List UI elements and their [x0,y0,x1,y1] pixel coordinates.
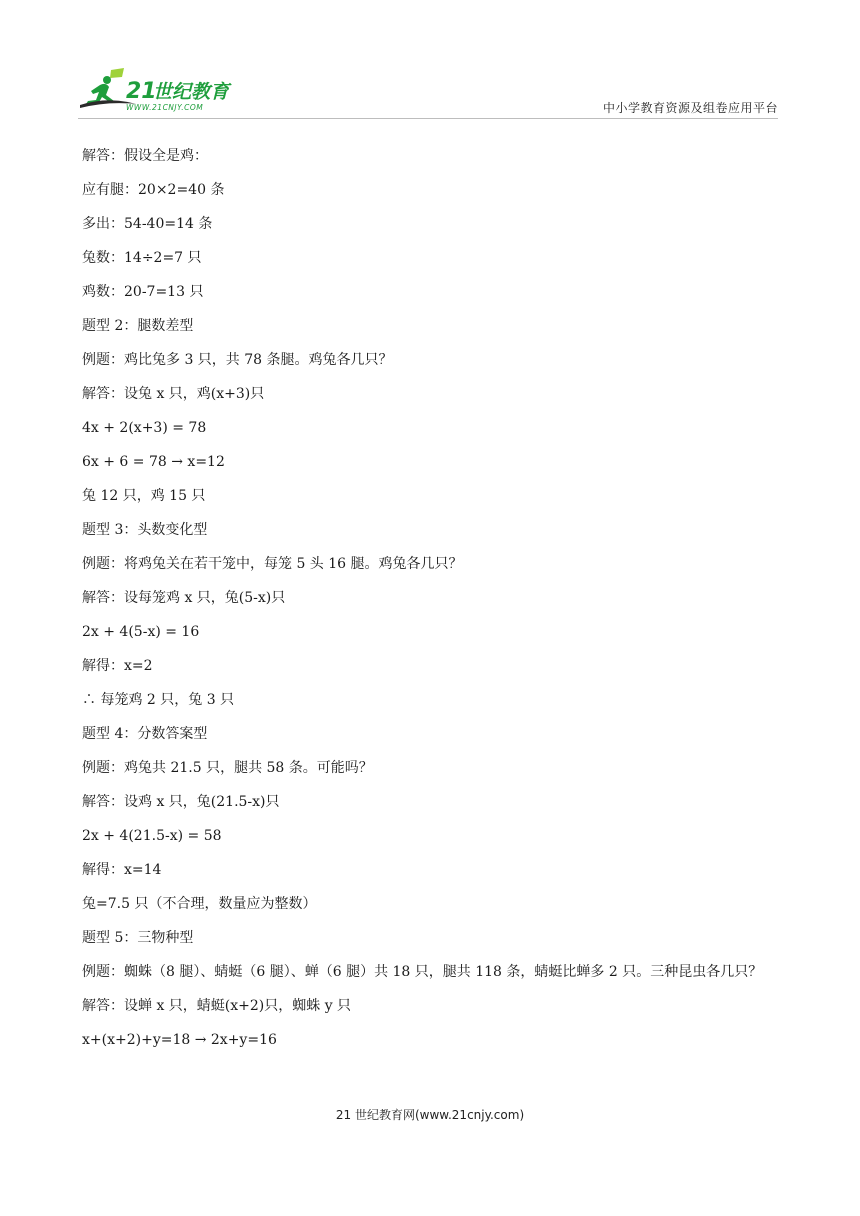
equation-line: x+(x+2)+y=18 → 2x+y=16 [82,1032,277,1048]
example-question: 例题：鸡兔共 21.5 只，腿共 58 条。可能吗？ [82,760,373,776]
section-heading: 题型 2：腿数差型 [82,318,194,334]
text-line: 兔数：14÷2=7 只 [82,250,202,266]
text-line: 多出：54-40=14 条 [82,216,213,232]
example-question: 例题：将鸡兔关在若干笼中，每笼 5 头 16 腿。鸡兔各几只？ [82,556,463,572]
text-line: ∴ 每笼鸡 2 只，兔 3 只 [82,692,235,708]
site-logo [78,68,248,114]
runner-logo-icon [78,68,248,114]
section-heading: 题型 4：分数答案型 [82,726,208,742]
section-heading: 题型 3：头数变化型 [82,522,208,538]
document-body [82,146,782,1064]
svg-text:世纪教育: 世纪教育 [153,81,230,103]
text-line: 兔=7.5 只（不合理，数量应为整数） [82,896,317,912]
text-line: 解答：设每笼鸡 x 只，兔(5-x)只 [82,590,286,606]
example-question: 例题：鸡比兔多 3 只，共 78 条腿。鸡兔各几只？ [82,352,393,368]
equation-line: 2x + 4(21.5-x) = 58 [82,828,222,844]
equation-line: 6x + 6 = 78 → x=12 [82,454,225,470]
svg-text:WWW.21CNJY.COM: WWW.21CNJY.COM [126,103,204,112]
text-line: 解答：设蝉 x 只，蜻蜓(x+2)只，蜘蛛 y 只 [82,998,352,1014]
text-line: 解答：假设全是鸡： [82,148,208,164]
text-line: 兔 12 只，鸡 15 只 [82,488,206,504]
example-question: 例题：蜘蛛（8 腿）、蜻蜓（6 腿）、蝉（6 腿）共 18 只，腿共 118 条，蜻蜓比蝉多 2 只。三种昆虫各几只？ [82,964,763,980]
equation-line: 2x + 4(5-x) = 16 [82,624,200,640]
text-line: 解得：x=2 [82,658,153,674]
platform-title: 中小学教育资源及组卷应用平台 [602,101,778,115]
text-line: 鸡数：20-7=13 只 [82,284,204,300]
text-line: 解得：x=14 [82,862,162,878]
page-header [0,0,860,120]
header-divider [78,118,778,119]
page-footer: 21 世纪教育网(www.21cnjy.com) [335,1108,525,1122]
text-line: 解答：设兔 x 只，鸡(x+3)只 [82,386,265,402]
section-heading: 题型 5：三物种型 [82,930,194,946]
text-line: 解答：设鸡 x 只，兔(21.5-x)只 [82,794,280,810]
text-line: 应有腿：20×2=40 条 [82,182,225,198]
equation-line: 4x + 2(x+3) = 78 [82,420,207,436]
svg-text:21: 21 [126,79,157,104]
